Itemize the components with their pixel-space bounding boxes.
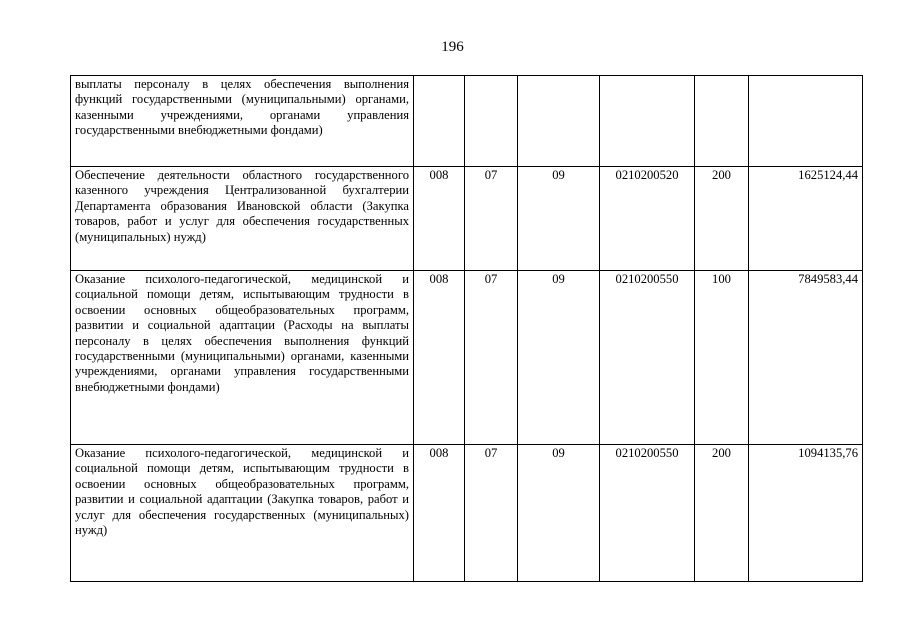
amount-value: 1625124,44 <box>749 167 863 271</box>
amount-value: 7849583,44 <box>749 271 863 445</box>
ministry-code <box>414 76 465 167</box>
budget-table <box>70 75 863 582</box>
subsection-code <box>518 76 600 167</box>
target-article-code: 0210200520 <box>600 167 695 271</box>
table-row <box>71 76 863 167</box>
table-row <box>71 167 863 271</box>
target-article-code <box>600 76 695 167</box>
row-description: Обеспечение деятельности областного государственного казенного учреждения Централизованной бухгалтерии Департамента образования Ивановской области (Закупка товаров, работ и услуг для обеспечения государственных (муниципальных) нужд) <box>71 167 414 271</box>
row-description: Оказание психолого-педагогической, медицинской и социальной помощи детям, испытывающим трудности в освоении основных общеобразовательных программ, развитии и социальной адаптации (Расходы на выплаты персоналу в целях обеспечения выполнения функций государственными (муниципальными) органами, казенными учреждениями, органами управления государственными внебюджетными фондами) <box>71 271 414 445</box>
section-code: 07 <box>465 167 518 271</box>
section-code <box>465 76 518 167</box>
ministry-code: 008 <box>414 445 465 582</box>
expense-type-code: 200 <box>695 445 749 582</box>
expense-type-code: 200 <box>695 167 749 271</box>
table-row <box>71 271 863 445</box>
table-row <box>71 445 863 582</box>
ministry-code: 008 <box>414 271 465 445</box>
expense-type-code: 100 <box>695 271 749 445</box>
subsection-code: 09 <box>518 167 600 271</box>
row-description: Оказание психолого-педагогической, медицинской и социальной помощи детям, испытывающим трудности в освоении основных общеобразовательных программ, развитии и социальной адаптации (Закупка товаров, работ и услуг для обеспечения государственных (муниципальных) нужд) <box>71 445 414 582</box>
ministry-code: 008 <box>414 167 465 271</box>
subsection-code: 09 <box>518 445 600 582</box>
amount-value: 1094135,76 <box>749 445 863 582</box>
row-description: выплаты персоналу в целях обеспечения выполнения функций государственными (муниципальными) органами, казенными учреждениями, органами управления государственными внебюджетными фондами) <box>71 76 414 167</box>
target-article-code: 0210200550 <box>600 445 695 582</box>
expense-type-code <box>695 76 749 167</box>
section-code: 07 <box>465 271 518 445</box>
page-number: 196 <box>441 39 464 55</box>
subsection-code: 09 <box>518 271 600 445</box>
amount-value <box>749 76 863 167</box>
target-article-code: 0210200550 <box>600 271 695 445</box>
section-code: 07 <box>465 445 518 582</box>
